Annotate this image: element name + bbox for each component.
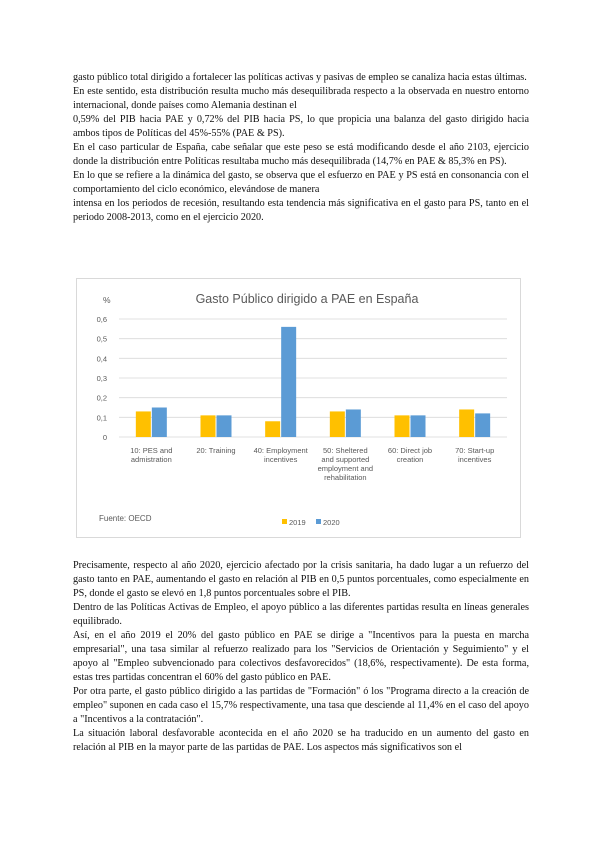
legend-swatch-2020: [316, 519, 321, 524]
bar-2019-5: [395, 415, 410, 437]
legend-label-2019: 2019: [289, 518, 306, 527]
bar-chart: [76, 278, 521, 538]
paragraph: Así, en el año 2019 el 20% del gasto público en PAE se dirige a "Incentivos para la puesta en marcha empresarial", una tasa similar al refuerzo realizado para los "Servicios de Orientación y Seguimiento" y el apoyo al "Empleo subvencionado para colectivos desfavorecidos" (18,6%, respectivamente). De esta forma, estas tres partidas concentran el 60% del gasto público en PAE.: [73, 630, 529, 683]
paragraph: La situación laboral desfavorable acontecida en el año 2020 se ha traducido en un aumento del gasto en relación al PIB en la mayor parte de las partidas de PAE. Los aspectos más significativos son el: [73, 728, 529, 753]
y-tick-label: 0: [102, 433, 107, 442]
paragraph: Precisamente, respecto al año 2020, ejercicio afectado por la crisis sanitaria, ha dado lugar a un refuerzo del gasto tanto en PAE, aumentando el gasto en relación al PIB en 0,5 puntos porcentuales, como especialmente en PS, donde el gasto se elevó en 1,8 puntos porcentuales sobre el PIB.: [73, 560, 529, 599]
x-tick-label: 70: Start-up incentives: [455, 446, 495, 464]
legend-label-2020: 2020: [323, 518, 340, 527]
legend-swatch-2019: [282, 519, 287, 524]
paragraph: Por otra parte, el gasto público dirigido a las partidas de "Formación" ó los "Programa directo a la creación de empleo" suponen en cada caso el 15,7% respectivamente, una tasa que desciende al 11,4% en el caso del apoyo a "Incentivos a la contratación".: [73, 686, 529, 725]
bar-2019-6: [459, 409, 474, 437]
bar-2020-1: [152, 408, 167, 438]
bar-2019-4: [330, 411, 345, 437]
bar-2019-2: [201, 415, 216, 437]
paragraph: Dentro de las Políticas Activas de Empleo, el apoyo público a las diferentes partidas resulta en líneas generales equilibrado.: [73, 602, 529, 627]
x-tick-label: 20: Training: [196, 446, 236, 455]
bar-2020-6: [475, 413, 490, 437]
bar-2019-3: [265, 421, 280, 437]
y-tick-label: 0,6: [96, 315, 107, 324]
y-tick-label: 0,3: [96, 374, 107, 383]
paragraph: intensa en los periodos de recesión, resultando esta tendencia más significativa en el gasto para PS, tanto en el periodo 2008-2013, como en el ejercicio 2020.: [73, 198, 529, 223]
y-tick-label: 0,4: [96, 354, 107, 364]
paragraph: gasto público total dirigido a fortalecer las políticas activas y pasivas de empleo se canaliza hacia estas últimas.: [73, 72, 527, 83]
bar-2020-2: [217, 415, 232, 437]
y-tick-label: 0,1: [96, 413, 107, 423]
x-tick-label: 40: Employment incentives: [253, 446, 308, 464]
x-tick-label: 10: PES and admistration: [130, 446, 173, 464]
bar-2019-1: [136, 411, 151, 437]
text-block-bottom: [73, 559, 529, 755]
paragraph: En el caso particular de España, cabe señalar que este peso se está modificando desde el año 2103, ejercicio donde la distribución entre Políticas resultaba mucho más desequilibrada (14,7% en PAE & 85,3% en PS).: [73, 142, 529, 167]
y-tick-label: 0,5: [96, 334, 107, 344]
text-block-top: [73, 71, 529, 225]
bar-2020-4: [346, 409, 361, 437]
bar-2020-5: [411, 415, 426, 437]
chart-source: Fuente: OECD: [99, 514, 152, 523]
chart-canvas: [77, 279, 520, 537]
paragraph: 0,59% del PIB hacia PAE y 0,72% del PIB hacia PS, lo que propicia una balanza del gasto dirigido hacia ambos tipos de Políticas del 45%-55% (PAE & PS).: [73, 114, 529, 139]
paragraph: En este sentido, esta distribución resulta mucho más desequilibrada respecto a la observada en nuestro entorno internacional, donde países como Alemania destinan el: [73, 86, 529, 111]
chart-title: Gasto Público dirigido a PAE en España: [195, 292, 419, 306]
x-tick-label: 50: Sheltered and supported employment and rehabilitation: [317, 446, 374, 482]
x-tick-label: 60: Direct job creation: [387, 446, 433, 464]
y-axis-label: %: [103, 295, 111, 305]
y-tick-label: 0,2: [96, 393, 107, 403]
bar-2020-3: [281, 327, 296, 437]
paragraph: En lo que se refiere a la dinámica del gasto, se observa que el esfuerzo en PAE y PS está en consonancia con el comportamiento del ciclo económico, elevándose de manera: [73, 170, 529, 195]
